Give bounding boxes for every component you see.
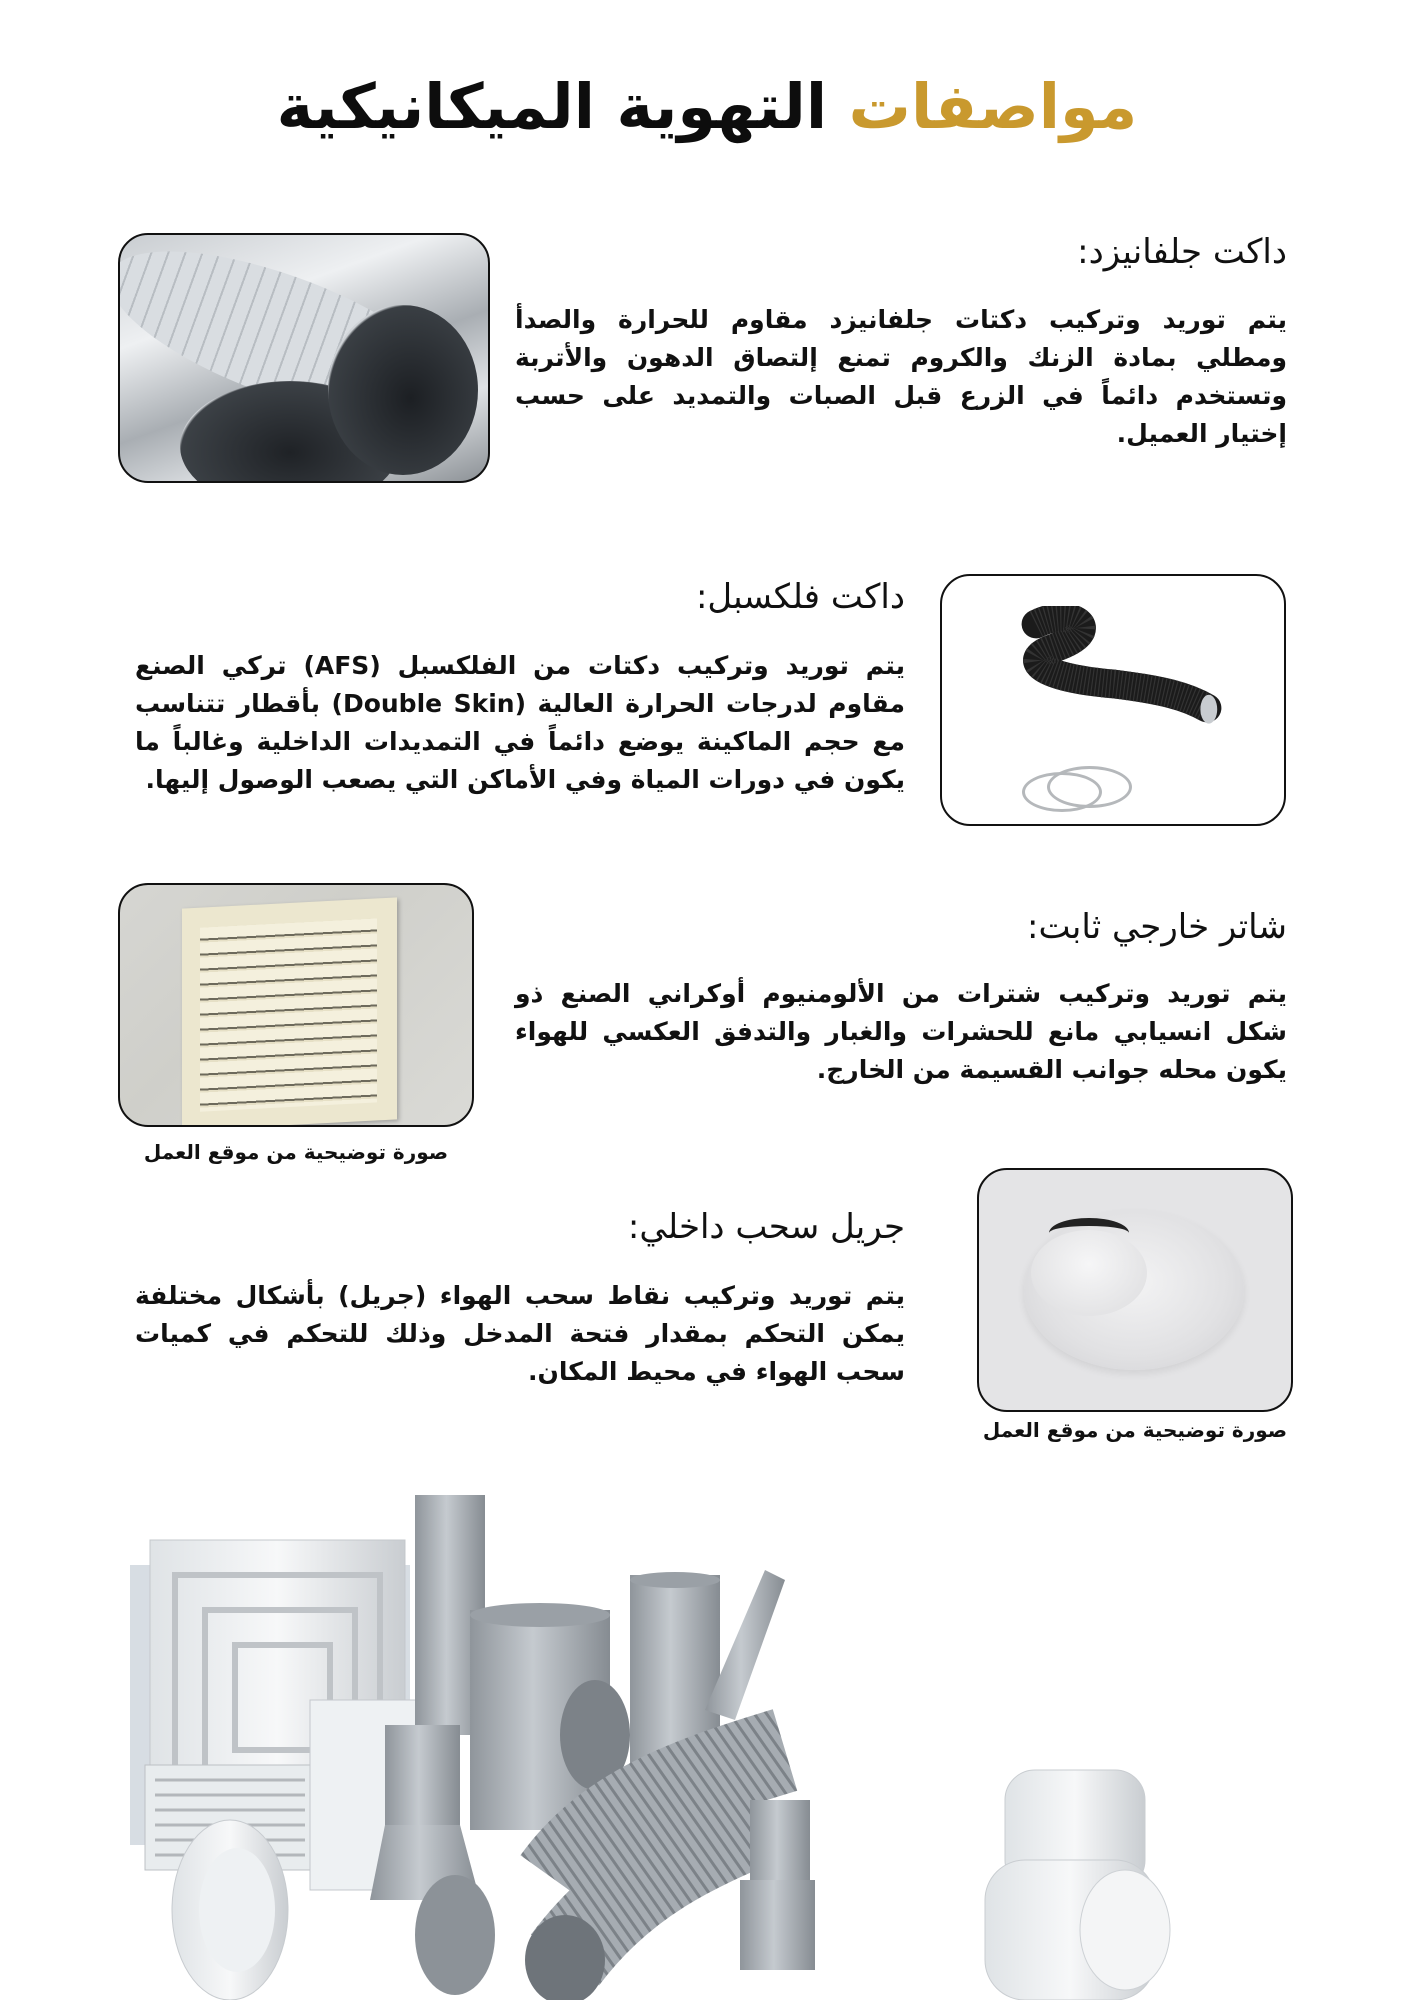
section-galvanized-duct <box>515 230 1287 453</box>
section-flexible-duct <box>135 575 905 799</box>
ventilation-components-montage <box>125 1480 1295 2000</box>
image-caption: صورة توضيحية من موقع العمل <box>982 1418 1288 1442</box>
page-title-rest: التهوية الميكانيكية <box>276 70 828 143</box>
image-caption: صورة توضيحية من موقع العمل <box>143 1140 449 1164</box>
page-title <box>0 62 1414 152</box>
section-paragraph: يتم توريد وتركيب شترات من الألومنيوم أوكراني الصنع ذو شكل انسيابي مانع للحشرات والغبار والتدفق العكسي للهواء يكون محله جوانب القسيمة من الخارج. <box>515 979 1287 1084</box>
duct-components-illustration <box>125 1480 1295 2000</box>
section-heading: جريل سحب داخلي: <box>627 1207 905 1247</box>
external-shutter-photo <box>118 883 474 1127</box>
section-heading: داكت جلفانيزد: <box>1077 232 1287 272</box>
galvanized-spiral-duct-photo <box>118 233 490 483</box>
section-internal-grill <box>135 1205 905 1391</box>
flexible-duct-photo <box>940 574 1286 826</box>
page-title-accent: مواصفات <box>848 70 1138 143</box>
internal-extract-grill-photo <box>977 1168 1293 1412</box>
hose-clamp-icon <box>1047 766 1132 808</box>
section-paragraph: يتم توريد وتركيب دكتات جلفانيزد مقاوم للحرارة والصدأ ومطلي بمادة الزنك والكروم تمنع إلتصاق الدهون والأتربة وتستخدم دائماً في الزرع قبل الصبات والتمديد على حسب إختيار العميل. <box>515 305 1287 448</box>
section-external-shutter <box>515 905 1287 1089</box>
section-heading: شاتر خارجي ثابت: <box>1027 907 1287 947</box>
section-paragraph: يتم توريد وتركيب دكتات من الفلكسبل (AFS) تركي الصنع مقاوم لدرجات الحرارة العالية (Double Skin) بأقطار تتناسب مع حجم الماكينة يوضع دائماً في التمديدات الداخلية وغالباً ما يكون في دورات المياة وفي الأماكن التي يصعب الوصول إليها. <box>135 651 905 794</box>
section-heading: داكت فلكسبل: <box>695 577 905 617</box>
flexible-hose-icon <box>952 606 1282 726</box>
section-paragraph: يتم توريد وتركيب نقاط سحب الهواء (جريل) بأشكال مختلفة يمكن التحكم بمقدار فتحة المدخل وذلك للتحكم في كميات سحب الهواء في محيط المكان. <box>135 1281 905 1386</box>
